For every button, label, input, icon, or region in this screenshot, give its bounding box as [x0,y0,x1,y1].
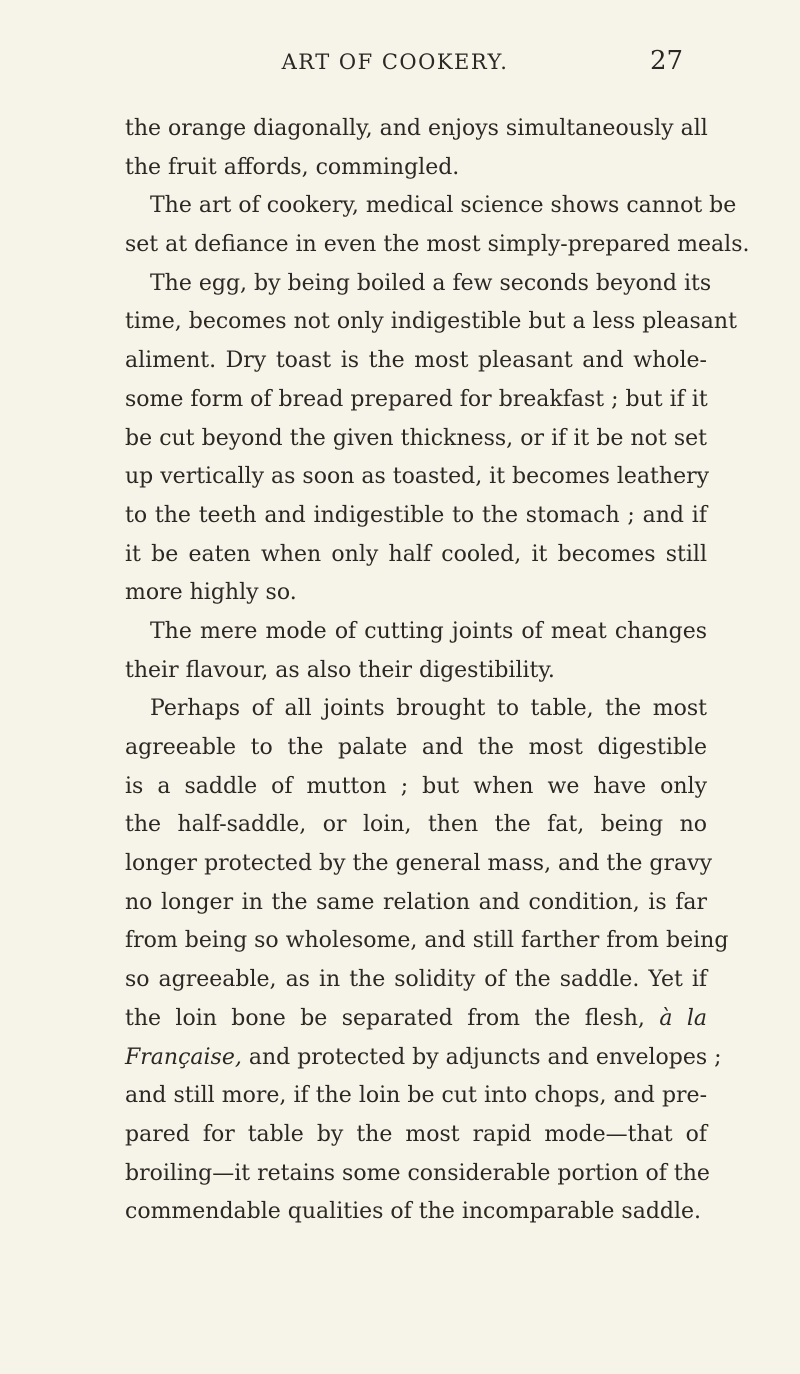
text-line [125,536,707,575]
line-text: The egg, by being boiled a few seconds beyond its [150,270,712,296]
line-text: their flavour, as also their digestibility. [125,657,555,683]
line-text: The mere mode of cutting joints of meat changes [150,618,707,644]
text-line [125,729,707,768]
line-text: the fruit affords, commingled. [125,154,460,180]
text-line [125,574,707,613]
italic-text: à la [659,1005,707,1031]
line-text: the half-saddle, or loin, then the fat, being no [125,812,707,838]
text-line [125,381,707,420]
line-text: some form of bread prepared for breakfast ; but if it [125,386,708,412]
text-line [125,652,707,691]
line-text: to the teeth and indigestible to the stomach ; and if [125,502,707,528]
line-text: the loin bone be separated from the flesh, [125,1005,645,1031]
text-line [125,265,712,304]
line-text: so agreeable, as in the solidity of the saddle. Yet if [125,967,707,993]
line-text: the orange diagonally, and enjoys simultaneously all [125,116,708,141]
line-text: more highly so. [125,580,297,606]
line-text: aliment. Dry toast is the most pleasant and whole- [125,348,707,374]
text-line [125,110,707,149]
text-line [125,613,707,652]
text-line [125,1077,707,1116]
text-line [125,1116,707,1155]
line-text: be cut beyond the given thickness, or if it be not set [125,425,707,451]
text-line [125,226,750,265]
line-text: Perhaps of all joints brought to table, the most [150,696,707,722]
text-line [125,768,707,807]
italic-text: Française, [125,1044,242,1070]
line-text: from being so wholesome, and still farther from being [125,928,729,954]
text-line [125,922,729,961]
line-text: it be eaten when only half cooled, it becomes still [125,541,707,567]
line-text: longer protected by the general mass, and the gravy [125,851,713,877]
text-line [125,497,707,536]
text-line [125,458,710,497]
text-line [125,1039,722,1078]
text-line [125,1193,707,1232]
running-head: ART OF COOKERY. [281,50,509,74]
line-text: no longer in the same relation and condition, is far [125,889,707,915]
text-line [125,884,707,923]
text-line [125,1155,710,1194]
text-line [125,420,707,459]
line-text: broiling—it retains some considerable portion of the [125,1160,710,1186]
page-number: 27 [650,46,684,76]
body-text [125,110,750,1232]
text-line [125,342,707,381]
line-text: agreeable to the palate and the most digestible [125,735,707,760]
line-text: The art of cookery, medical science shows cannot be [150,193,737,219]
text-line [125,1000,707,1039]
text-line [125,845,713,884]
text-line [125,690,707,729]
text-line [125,961,707,1000]
line-text: time, becomes not only indigestible but a less pleasant [125,309,737,335]
line-text: and protected by adjuncts and envelopes ; [248,1044,722,1070]
line-text: and still more, if the loin be cut into chops, and pre- [125,1083,707,1109]
text-line [125,806,707,845]
text-line [125,187,737,226]
line-text: up vertically as soon as toasted, it becomes leathery [125,464,710,490]
line-text: pared for table by the most rapid mode—that of [125,1121,707,1147]
text-line [125,149,707,188]
line-text: set at defiance in even the most simply-prepared meals. [125,232,750,258]
text-line [125,303,737,342]
line-text: is a saddle of mutton ; but when we have only [125,773,707,799]
line-text: commendable qualities of the incomparable saddle. [125,1199,702,1225]
